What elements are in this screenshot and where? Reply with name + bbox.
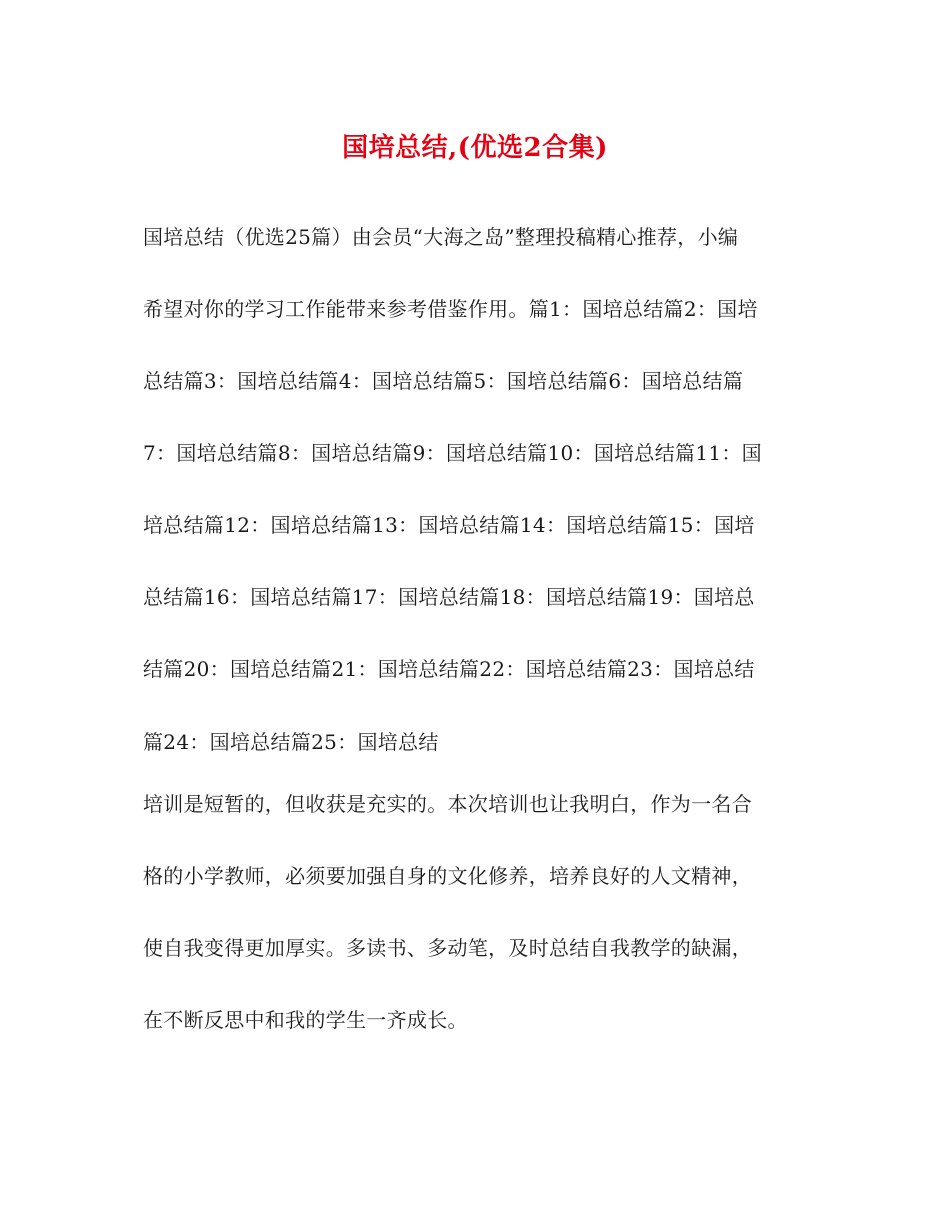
intro-line-8: 篇24：国培总结篇25：国培总结 <box>143 730 439 754</box>
document-title: 国培总结,(优选2合集) <box>342 133 608 163</box>
intro-line-4: 7：国培总结篇8：国培总结篇9：国培总结篇10：国培总结篇11：国 <box>143 441 762 465</box>
body-line-1: 培训是短暂的，但收获是充实的。本次培训也让我明白，作为一名合 <box>143 792 752 816</box>
body-line-4: 在不断反思中和我的学生一齐成长。 <box>143 1008 468 1032</box>
body-line-3: 使自我变得更加厚实。多读书、多动笔，及时总结自我教学的缺漏， <box>143 936 752 960</box>
intro-line-3: 总结篇3：国培总结篇4：国培总结篇5：国培总结篇6：国培总结篇 <box>143 369 744 393</box>
intro-line-7: 结篇20：国培总结篇21：国培总结篇22：国培总结篇23：国培总结 <box>143 657 755 681</box>
intro-line-1: 国培总结（优选25篇）由会员“大海之岛”整理投稿精心推荐，小编 <box>143 225 739 249</box>
intro-line-2: 希望对你的学习工作能带来参考借鉴作用。篇1：国培总结篇2：国培 <box>143 297 758 321</box>
intro-line-5: 培总结篇12：国培总结篇13：国培总结篇14：国培总结篇15：国培 <box>143 513 755 537</box>
body-line-2: 格的小学教师，必须要加强自身的文化修养，培养良好的人文精神， <box>143 864 752 888</box>
intro-line-6: 总结篇16：国培总结篇17：国培总结篇18：国培总结篇19：国培总 <box>143 585 755 609</box>
